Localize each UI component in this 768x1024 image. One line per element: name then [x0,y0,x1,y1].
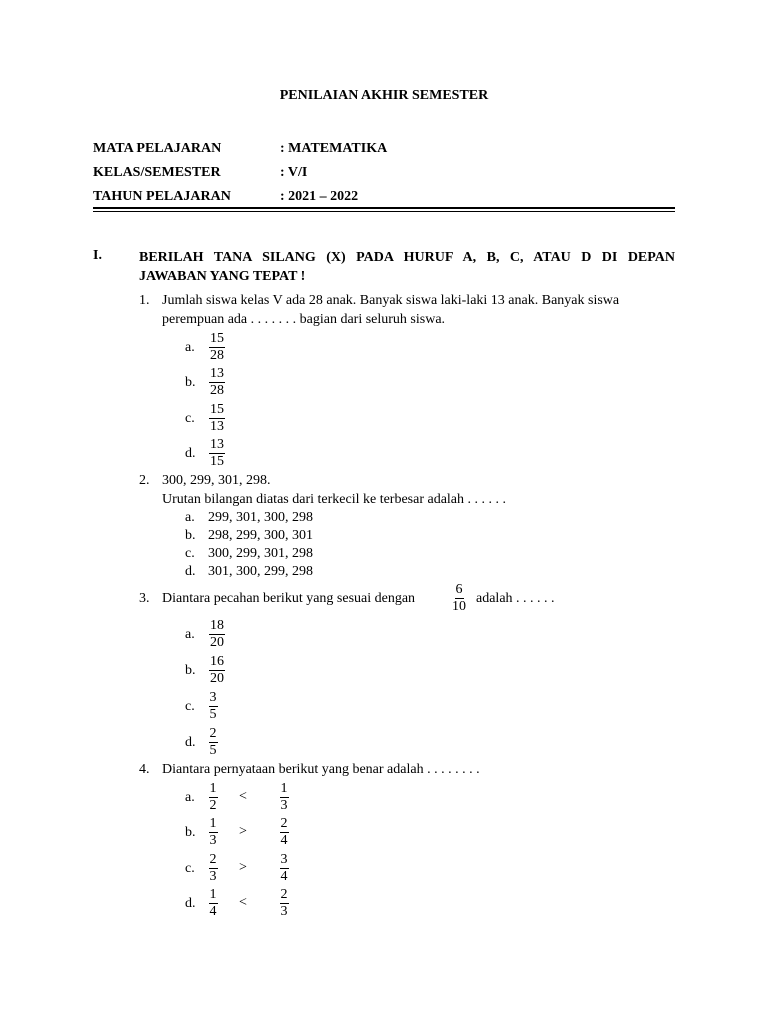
meta-label-class: KELAS/SEMESTER [93,165,221,180]
q4-option-d-operator: < [239,895,247,910]
question-3-inline-fraction [449,582,469,615]
fraction-denominator: 13 [210,419,224,434]
q4-option-a-operator: < [239,789,247,804]
meta-value-class: : V/I [280,165,308,180]
question-3-text-before: Diantara pecahan berikut yang sesuai dengan [162,591,416,606]
q4-option-a-right-fraction [274,781,294,814]
fraction-denominator: 5 [209,743,217,758]
q1-option-d-letter: d. [185,446,196,461]
fraction-denominator: 20 [210,671,224,686]
meta-label-subject: MATA PELAJARAN [93,141,222,156]
fraction-denominator: 3 [209,833,217,848]
q4-option-a-left-fraction [203,781,223,814]
section-number: I. [93,248,102,263]
question-3-number: 3. [139,591,150,606]
fraction-denominator: 20 [210,635,224,650]
section-instruction-line1: BERILAH TANA SILANG (X) PADA HURUF A, B, C, ATAU D DI DEPAN [139,250,675,265]
fraction-denominator: 4 [280,869,288,884]
fraction-numerator: 13 [210,437,224,452]
header-divider-thick [93,207,675,209]
q2-option-a-letter: a. [185,510,195,525]
q4-option-c-right-fraction [274,852,294,885]
q1-option-c-fraction [207,402,227,435]
q4-option-c-operator: > [239,860,247,875]
fraction-numerator: 13 [210,366,224,381]
question-2-line1: 300, 299, 301, 298. [162,473,271,488]
q2-option-d-text: 301, 300, 299, 298 [208,564,313,579]
fraction-numerator: 18 [210,618,224,633]
question-2-line2: Urutan bilangan diatas dari terkecil ke terbesar adalah . . . . . . [162,492,507,507]
q1-option-b-fraction [207,366,227,399]
q4-option-d-letter: d. [185,896,196,911]
section-instruction [139,248,675,286]
fraction-numerator: 3 [280,852,288,867]
q1-option-d-fraction [207,437,227,470]
fraction-numerator: 16 [210,654,224,669]
q4-option-d-left-fraction [203,887,223,920]
fraction-numerator: 15 [210,402,224,417]
fraction-denominator: 28 [210,383,224,398]
fraction-numerator: 3 [209,690,217,705]
fraction-numerator: 1 [280,781,288,796]
q3-option-d-letter: d. [185,735,196,750]
page-title: PENILAIAN AKHIR SEMESTER [279,88,489,103]
question-4-line1: Diantara pernyataan berikut yang benar adalah . . . . . . . . [162,762,480,777]
fraction-numerator: 2 [280,887,288,902]
fraction-numerator: 1 [209,887,217,902]
q4-option-b-letter: b. [185,825,196,840]
q4-option-a-letter: a. [185,790,195,805]
fraction-numerator: 2 [280,816,288,831]
fraction-numerator: 1 [209,781,217,796]
q1-option-a-fraction [207,331,227,364]
question-1-line1: Jumlah siswa kelas V ada 28 anak. Banyak siswa laki-laki 13 anak. Banyak siswa [162,293,620,308]
question-1-number: 1. [139,293,150,308]
q1-option-c-letter: c. [185,411,195,426]
fraction-numerator: 2 [209,726,217,741]
question-4-number: 4. [139,762,150,777]
q3-option-c-letter: c. [185,699,195,714]
q4-option-b-left-fraction [203,816,223,849]
q2-option-c-text: 300, 299, 301, 298 [208,546,313,561]
q4-option-b-right-fraction [274,816,294,849]
fraction-denominator: 15 [210,454,224,469]
q3-option-d-fraction [203,726,223,759]
fraction-numerator: 1 [209,816,217,831]
q1-option-b-letter: b. [185,375,196,390]
fraction-denominator: 4 [209,904,217,919]
header-divider-thin [93,211,675,212]
q3-option-c-fraction [203,690,223,723]
question-2-number: 2. [139,473,150,488]
fraction-denominator: 4 [280,833,288,848]
q4-option-c-left-fraction [203,852,223,885]
q3-option-a-fraction [207,618,227,651]
meta-value-subject: : MATEMATIKA [280,141,388,156]
q4-option-c-letter: c. [185,861,195,876]
fraction-denominator: 3 [280,904,288,919]
meta-value-year: : 2021 – 2022 [280,189,359,204]
fraction-numerator: 2 [209,852,217,867]
q4-option-d-right-fraction [274,887,294,920]
q3-option-b-letter: b. [185,663,196,678]
q2-option-d-letter: d. [185,564,196,579]
q1-option-a-letter: a. [185,340,195,355]
fraction-denominator: 5 [209,707,217,722]
q4-option-b-operator: > [239,824,247,839]
fraction-denominator: 3 [280,798,288,813]
fraction-denominator: 28 [210,348,224,363]
meta-label-year: TAHUN PELAJARAN [93,189,231,204]
fraction-denominator: 2 [209,798,217,813]
question-3-text-after: adalah . . . . . . [476,591,555,606]
fraction-denominator: 3 [209,869,217,884]
q3-option-a-letter: a. [185,627,195,642]
q2-option-b-letter: b. [185,528,196,543]
q2-option-a-text: 299, 301, 300, 298 [208,510,313,525]
fraction-numerator: 6 [455,582,463,597]
q2-option-c-letter: c. [185,546,195,561]
fraction-numerator: 15 [210,331,224,346]
fraction-denominator: 10 [452,599,466,614]
q3-option-b-fraction [207,654,227,687]
q2-option-b-text: 298, 299, 300, 301 [208,528,313,543]
question-1-line2: perempuan ada . . . . . . . bagian dari seluruh siswa. [162,312,446,327]
section-instruction-line2: JAWABAN YANG TEPAT ! [139,269,306,284]
